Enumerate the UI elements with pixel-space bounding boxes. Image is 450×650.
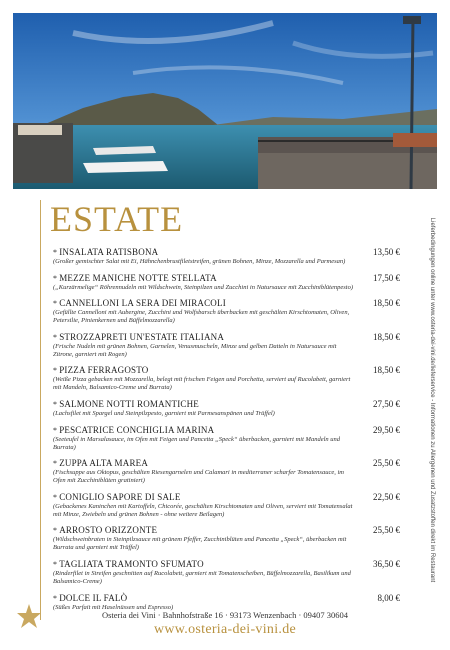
menu-item-price: 25,50 € (373, 458, 400, 469)
menu-item-price: 17,50 € (373, 272, 400, 283)
menu-item-name-text: INSALATA RATISBONA (59, 247, 159, 257)
menu-item-name (53, 492, 181, 502)
menu-item-name (53, 559, 204, 569)
menu-item-name (53, 425, 214, 435)
harbor-landscape-image (13, 13, 437, 189)
menu-item-name-text: STROZZAPRETI UN'ESTATE ITALIANA (59, 331, 225, 342)
menu-item-name-text: DOLCE IL FALÒ (59, 592, 128, 603)
star-bullet-icon: * (53, 332, 58, 342)
menu-item-name-text: PESCATRICE CONCHIGLIA MARINA (59, 424, 215, 435)
menu-item-price: 29,50 € (373, 424, 400, 435)
header-photo (13, 13, 437, 189)
menu-item-name (53, 365, 149, 375)
menu-item-name-text: CONIGLIO SAPORE DI SALE (59, 491, 181, 502)
star-bullet-icon: * (53, 559, 58, 569)
menu-item-price: 8,00 € (377, 592, 400, 603)
gold-divider-line (40, 200, 41, 620)
menu-item (53, 425, 403, 452)
menu-item-description: (Gefüllte Cannelloni mit Aubergine, Zucchini und Wolfsbarsch überbacken mit geschälten Kirschtomaten, Oliven, Petersilie, Pinienkernen und Büffelmozzarella) (53, 309, 350, 325)
menu-item-description: (Lachsfilet mit Spargel und Steinpilzpesto, garniert mit Parmesanspänen und Trüffel) (53, 409, 275, 417)
footer-website: www.osteria-dei-vini.de (153, 622, 297, 637)
menu-list (53, 247, 403, 618)
menu-item-price: 36,50 € (373, 558, 400, 569)
footer-address: Osteria dei Vini · Bahnhofstraße 16 · 93173 Wenzenbach · 09407 30604 (101, 610, 349, 620)
menu-item-name-text: PIZZA FERRAGOSTO (59, 365, 149, 376)
menu-item-name-text: SALMONE NOTTI ROMANTICHE (59, 398, 199, 409)
menu-item (53, 525, 403, 552)
menu-item-name-text: ARROSTO ORIZZONTE (59, 525, 158, 536)
delivery-allergen-note: Lieferbedingungen online unter www.osteria-dei-vini.de/lieferservice - Informationen zu Allergenen und Zusatzstoffen direkt im Restaurant (429, 217, 435, 583)
menu-item-name (53, 399, 199, 409)
menu-item-description: (Rinderfilet in Streifen geschnitten auf Rucolabett, garniert mit Tomatenscheiben, Büffelmozzarella, Basilikum und Balsamico-Creme) (53, 569, 351, 585)
menu-item-description: (Großer gemischter Salat mit Ei, Hähnchenbrustfiletstreifen, grünen Bohnen, Minze, Mozzarella und Parmesan) (53, 258, 346, 265)
menu-item-name (53, 247, 158, 257)
menu-item-name-text: MEZZE MANICHE NOTTE STELLATA (59, 272, 217, 283)
menu-item-price: 22,50 € (373, 491, 400, 502)
star-bullet-icon: * (53, 593, 58, 603)
star-bullet-icon: * (53, 366, 58, 376)
menu-item-name-text: CANNELLONI LA SERA DEI MIRACOLI (59, 298, 226, 309)
menu-item-price: 18,50 € (373, 365, 400, 376)
menu-item-name-text: TAGLIATA TRAMONTO SFUMATO (59, 558, 204, 569)
menu-item-description: (Frische Nudeln mit grünen Bohnen, Garnelen, Venusmuscheln, Minze und gelben Datteln in Natursauce mit Zitrone, garniert mit Rogen) (53, 342, 337, 358)
menu-item-name (53, 298, 226, 308)
menu-item-description: (Wildschweinbraten in Steinpilzsauce mit grünem Pfeffer, Zucchiniblüten und Pancetta „Speck“, überbacken mit Burrata und garniert mit Trüffel) (53, 536, 347, 552)
menu-item-name (53, 593, 127, 603)
star-bullet-icon: * (53, 492, 58, 502)
menu-item-price: 13,50 € (373, 247, 400, 257)
menu-item (53, 365, 403, 392)
menu-item-name (53, 525, 157, 535)
menu-item-name-text: ZUPPA ALTA MAREA (59, 458, 149, 469)
menu-item-description: (Seeteufel in Marsalasauce, im Ofen mit Feigen und Pancetta „Speck“ überbacken, garniert mit Mandeln und Burrata) (53, 435, 341, 451)
star-bullet-icon: * (53, 248, 58, 257)
menu-item-price: 18,50 € (373, 331, 400, 342)
star-bullet-icon: * (53, 299, 58, 309)
menu-item (53, 298, 403, 325)
menu-item-price: 27,50 € (373, 398, 400, 409)
menu-item-description: (Gebackenes Kaninchen mit Kartoffeln, Chicorée, geschälten Kirschtomaten und Oliven, serviert mit Tomatensalat mit Minze, Zwiebeln und grünen Bohnen - ohne weitere Beilagen) (53, 502, 353, 518)
menu-item-description: (Fischsuppe aus Oktopus, geschälten Riesengarnelen und Calamari in mediterraner scharfer Tomatensauce, im Ofen mit Zucchiniblüten gratiniert) (53, 469, 344, 485)
menu-item (53, 332, 403, 359)
star-bullet-icon: * (53, 425, 58, 435)
menu-item-name (53, 332, 224, 342)
menu-item (53, 593, 403, 612)
menu-item (53, 399, 403, 418)
menu-item (53, 247, 403, 266)
menu-item (53, 458, 403, 485)
star-bullet-icon: * (53, 273, 58, 283)
menu-item (53, 273, 403, 292)
menu-item-name (53, 273, 217, 283)
menu-item-price: 25,50 € (373, 525, 400, 536)
menu-item-price: 18,50 € (373, 298, 400, 309)
star-bullet-icon: * (53, 526, 58, 536)
menu-item-description: (Weiße Pizza gebacken mit Mozzarella, belegt mit frischen Feigen und Porchetta, serviert auf Rucolabett, garniert mit Mandeln, Balsamico-Creme und Burrata) (53, 376, 351, 392)
menu-item-description: („Kurzärmelige“ Röhrennudeln mit Wildschwein, Steinpilzen und Zucchini in Natursauce mit Zucchiniblütenpesto) (53, 283, 353, 291)
menu-item (53, 492, 403, 519)
star-bullet-icon: * (53, 399, 58, 409)
star-bullet-icon: * (53, 459, 58, 469)
menu-item (53, 559, 403, 586)
season-title: ESTATE (50, 199, 184, 239)
menu-item-name (53, 458, 148, 468)
menu-item-description: (Süßes Parfait mit Haselnüssen und Espresso) (53, 603, 174, 611)
